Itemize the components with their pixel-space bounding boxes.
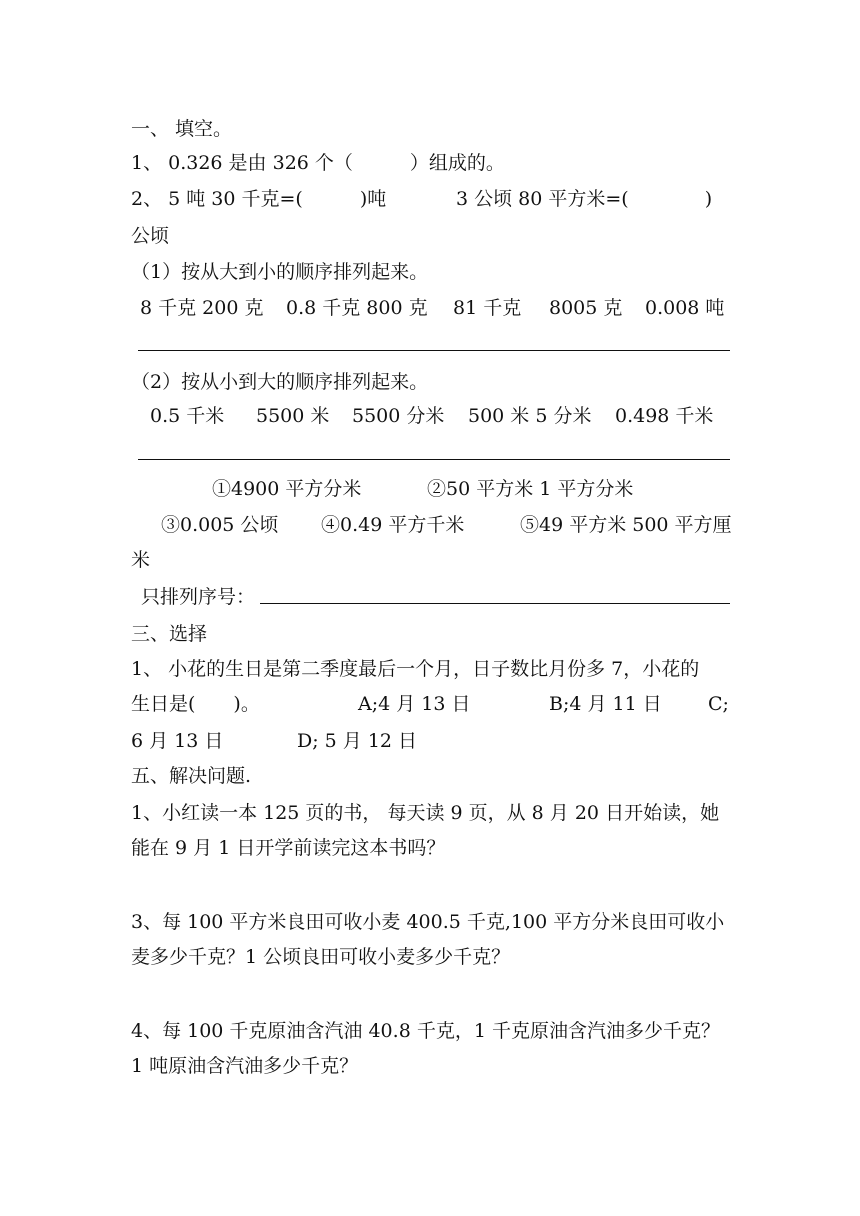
sort-2-item: 0.5 千米 xyxy=(150,405,225,427)
question-1-2-part-b: 3 公顷 80 平方米=( ) xyxy=(456,188,713,210)
problem-1-line-2: 能在 9 月 1 日开学前读完这本书吗？ xyxy=(131,837,446,859)
sort-2-instruction: （2）按从小到大的顺序排列起来。 xyxy=(131,371,429,393)
sort-2-item: 5500 米 xyxy=(256,405,330,427)
question-1-2-part-c: 公顷 xyxy=(131,225,170,247)
problem-1-line-1: 1、小红读一本 125 页的书， 每天读 9 页，从 8 月 20 日开始读，她 xyxy=(131,802,720,824)
choice-1-stem-end: 生日是( )。 xyxy=(131,693,260,715)
choice-1-option-b: B;4 月 11 日 xyxy=(549,693,662,715)
sort-1-answer-line xyxy=(138,350,730,351)
question-1-1: 1、 0.326 是由 326 个（ ）组成的。 xyxy=(131,152,505,174)
sort-3-answer-label: 只排列序号： xyxy=(141,586,256,608)
sort-3-item: ④0.49 平方千米 xyxy=(321,514,465,536)
choice-1-option-d: D; 5 月 12 日 xyxy=(297,730,418,752)
sort-2-item: 0.498 千米 xyxy=(615,405,714,427)
sort-3-item: ①4900 平方分米 xyxy=(212,478,362,500)
sort-1-item: 0.008 吨 xyxy=(645,297,725,319)
section-5-title: 五、解决问题. xyxy=(131,765,252,787)
sort-3-item-wrap: 米 xyxy=(131,549,151,571)
sort-1-item: 0.8 千克 800 克 xyxy=(286,297,428,319)
sort-3-item: ③0.005 公顷 xyxy=(161,514,279,536)
sort-1-item: 8 千克 200 克 xyxy=(140,297,264,319)
sort-2-answer-line xyxy=(138,459,730,460)
sort-1-item: 8005 克 xyxy=(549,297,623,319)
sort-1-item: 81 千克 xyxy=(453,297,522,319)
question-1-2-part-a: 2、 5 吨 30 千克=( )吨 xyxy=(131,188,387,210)
problem-4-line-1: 4、每 100 千克原油含汽油 40.8 千克，1 千克原油含汽油多少千克？ xyxy=(131,1020,720,1042)
problem-4-line-2: 1 吨原油含汽油多少千克？ xyxy=(131,1055,359,1077)
problem-3-line-2: 麦多少千克？1 公顷良田可收小麦多少千克？ xyxy=(131,946,511,968)
choice-1-option-c-label: C; xyxy=(708,693,729,715)
sort-3-item: ⑤49 平方米 500 平方厘 xyxy=(520,514,732,536)
sort-3-item: ②50 平方米 1 平方分米 xyxy=(427,478,634,500)
choice-1-option-a: A;4 月 13 日 xyxy=(358,693,471,715)
choice-1-line-1: 1、 小花的生日是第二季度最后一个月，日子数比月份多 7，小花的 xyxy=(131,658,700,680)
problem-3-line-1: 3、每 100 平方米良田可收小麦 400.5 千克,100 平方分米良田可收小 xyxy=(131,911,725,933)
sort-1-instruction: （1）按从大到小的顺序排列起来。 xyxy=(131,261,429,283)
section-1-title: 一、 填空。 xyxy=(131,118,233,140)
section-3-title: 三、选择 xyxy=(131,623,208,645)
sort-2-item: 500 米 5 分米 xyxy=(468,405,592,427)
choice-1-option-c-value: 6 月 13 日 xyxy=(131,730,224,752)
sort-3-answer-line xyxy=(260,603,730,604)
sort-2-item: 5500 分米 xyxy=(352,405,445,427)
